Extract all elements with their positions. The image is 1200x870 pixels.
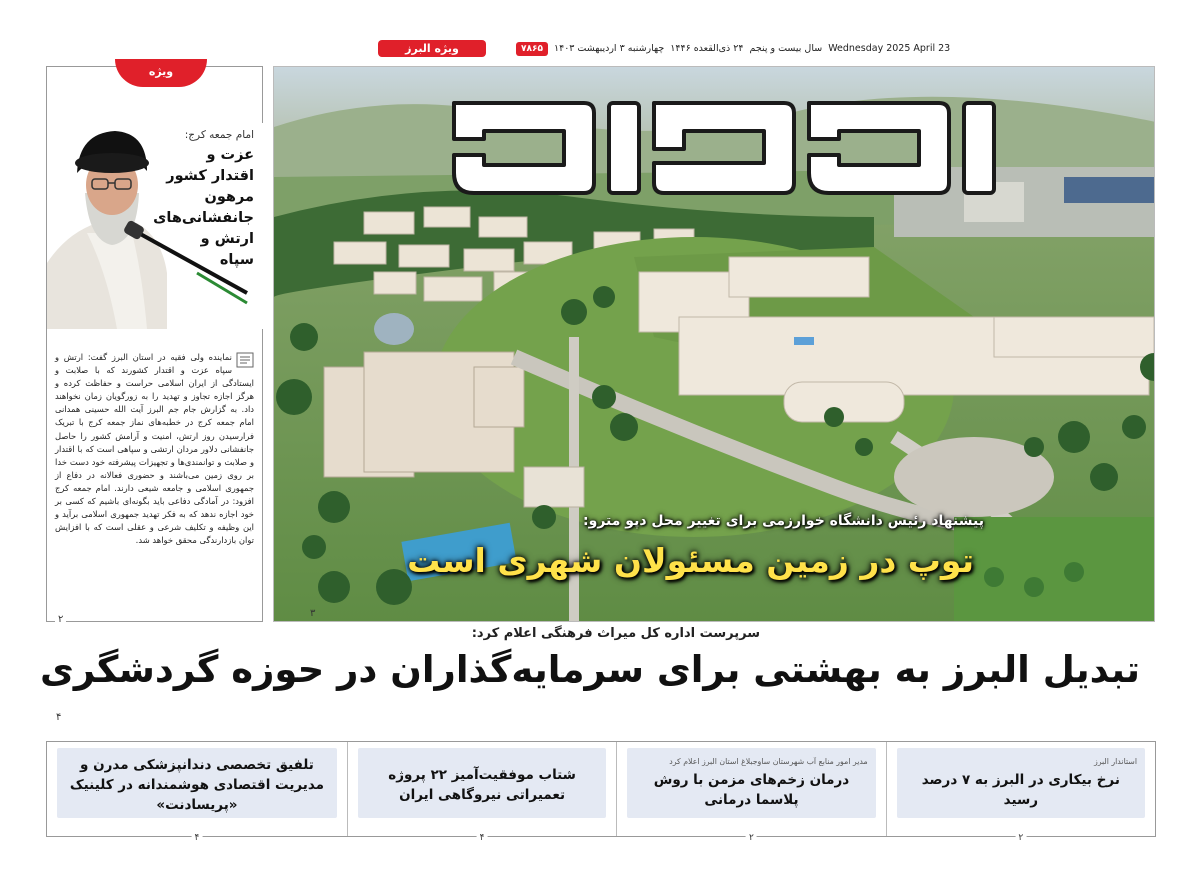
bottom-item[interactable] — [347, 742, 616, 843]
bottom-item-page: ۴ — [477, 833, 488, 843]
main-headline[interactable]: تبدیل البرز به بهشتی برای سرمایه‌گذاران در حوزه گردشگری — [40, 648, 1140, 691]
bottom-item-card — [358, 748, 606, 818]
main-kicker: سرپرست اداره کل میراث فرهنگی اعلام کرد: — [471, 626, 760, 641]
bottom-news-strip — [46, 741, 1156, 843]
hero-photo[interactable] — [273, 66, 1155, 622]
bottom-item-kicker: مدیر امور منابع آب شهرستان ساوجبلاغ استان البرز اعلام کرد — [669, 756, 868, 766]
bottom-item[interactable] — [886, 742, 1155, 843]
bottom-item-title[interactable]: نرخ بیکاری در البرز به ۷ درصد رسید — [921, 771, 1120, 808]
article-icon — [236, 352, 254, 368]
date-persian: چهارشنبه ۳ اردیبهشت ۱۴۰۳ — [553, 43, 665, 54]
year-label: سال بیست و پنجم — [749, 43, 823, 54]
bottom-item-page: ۴ — [192, 833, 203, 843]
special-section-tag: ویژه البرز — [378, 40, 486, 57]
bottom-item-title[interactable]: شتاب موفقیت‌آمیز ۲۲ پروژه تعمیراتی نیروگاهی ایران — [388, 767, 576, 803]
hero-kicker: پیشنهاد رئیس دانشگاه خوارزمی برای تغییر محل دپو مترو: — [583, 513, 984, 529]
bottom-item[interactable] — [47, 742, 347, 843]
bottom-item-card — [57, 748, 337, 818]
left-title[interactable]: عزت و اقتدار کشور مرهون جانفشانی‌های ارتش و سپاه — [153, 147, 254, 268]
issue-number-badge: ۷۸۶۵ — [516, 42, 548, 56]
bottom-item-title[interactable]: تلفیق تخصصی دندانپزشکی مدرن و مدیریت اقتصادی هوشمندانه در کلینیک «پریسادنت» — [69, 757, 325, 813]
bottom-item-page: ۲ — [746, 833, 757, 843]
hero-page-number: ۳ — [310, 608, 316, 619]
date-gregorian: Wednesday 2025 April 23 — [828, 43, 951, 54]
bottom-item-card — [897, 748, 1145, 818]
left-column-story[interactable] — [46, 65, 263, 625]
hero-headline[interactable]: توپ در زمین مسئولان شهری است — [407, 541, 974, 580]
bottom-item-card — [627, 748, 875, 818]
left-body-text — [55, 351, 254, 547]
left-body-paragraph: نماینده ولی فقیه در استان البرز گفت: ارتش و سپاه عزت و اقتدار کشورند که با صلابت و ایستادگی از ایران اسلامی حراست و حفاظت کرده و هرگز اجازه تجاوز و تهدید را به زورگویان زمان نخواهند داد. به گزارش جام جم البرز آیت الله حسینی همدانی امام جمعه کرج در خطبه‌های نماز جمعه کرج با تبریک فرارسیدن روز ارتش، امنیت و آرامش کشور را حاصل جانفشانی دلاور مردان ارتشی و سپاهی است که با اقتدار و صلابت و توانمندی‌ها و تجهیزات پیشرفته خود دست خدا بر روی زمین می‌باشند و حضوری فعالانه در دفاع از جمهوری اسلامی و جامعه شیعی دارند. امام جمعه کرج افزود: در آمادگی دفاعی باید بگونه‌ای باشیم که کسی بر خود اجازه ندهد که به فکر تهدید جمهوری اسلامی برآید و این وظیفه و تکلیف شرعی و عقلی است که با افزایش توان بازدارندگی محقق خواهد شد. — [55, 352, 254, 546]
bottom-item-page: ۲ — [1015, 833, 1026, 843]
left-kicker: امام جمعه کرج: — [184, 129, 254, 141]
dateline — [516, 41, 1156, 57]
bottom-item-kicker: استاندار البرز — [1093, 756, 1137, 766]
bottom-item-title[interactable]: درمان زخم‌های مزمن با روش پلاسما درمانی — [653, 771, 850, 808]
left-page-number: ۲ — [55, 614, 66, 625]
bottom-item[interactable] — [616, 742, 885, 843]
jamejam-logo — [444, 73, 1014, 199]
date-hijri: ۲۴ ذی‌القعده ۱۴۴۶ — [670, 43, 744, 54]
special-ribbon: ویژه — [115, 59, 207, 87]
main-page-number: ۴ — [56, 712, 62, 723]
